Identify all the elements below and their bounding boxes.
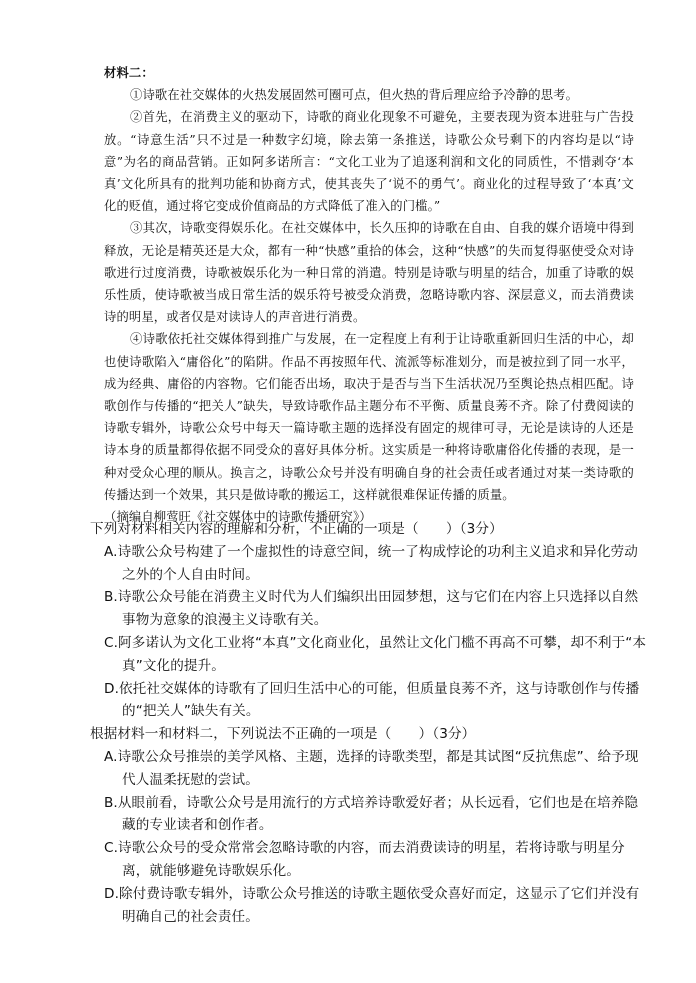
option-b: B.诗歌公众号能在消费主义时代为人们编织出田园梦想，这与它们在内容上只选择以自然事物为意象的浪漫主义诗歌有关。 (104, 589, 639, 629)
material-paragraph-4: ④诗歌依托社交媒体得到推广与发展，在一定程度上有利于让诗歌重新回归生活的中心，却也使诗歌陷入“庸俗化”的陷阱。作品不再按照年代、流派等标准划分，而是被拉到了同一水平，成为经典、庸俗的内容物。它们能否出场，取决于是否与当下生活状况乃至舆论热点相匹配。诗歌创作与传播的“把关人”缺失，导致诗歌作品主题分布不平衡、质量良莠不齐。除了付费阅读的诗歌专辑外，诗歌公众号中每天一篇诗歌主题的选择没有固定的规律可寻，无论是读诗的人还是诗本身的质量都得依据不同受众的喜好具体分析。这实质是一种将诗歌庸俗化传播的表现，是一种对受众心理的顺从。换言之，诗歌公众号并没有明确自身的社会责任或者通过对某一类诗歌的传播达到一个效果，其只是做诗歌的搬运工，这样就很难保证传播的质量。 (104, 332, 634, 502)
option-c: C.阿多诺认为文化工业将“本真”文化商业化，虽然让文化门槛不再高不可攀，却不利于“本真”文化的提升。 (104, 634, 647, 674)
material-paragraph-1: ①诗歌在社交媒体的火热发展固然可圈可点，但火热的背后理应给予冷静的思考。 (130, 88, 579, 103)
option-a: A.诗歌公众号构建了一个虚拟性的诗意空间，统一了构成悖论的功利主义追求和异化劳动之外的个人自由时间。 (104, 543, 638, 583)
question-stem: 下列对材料相关内容的理解和分析，不正确的一项是（ ）（3分） (90, 521, 503, 537)
option-d: D.依托社交媒体的诗歌有了回归生活中心的可能，但质量良莠不齐，这与诗歌创作与传播的“把关人”缺失有关。 (104, 680, 640, 720)
option-a: A.诗歌公众号推崇的美学风格、主题，选择的诗歌类型，都是其试图“反抗焦虑”、给予现代人温柔抚慰的尝试。 (104, 748, 639, 788)
question-2 (90, 723, 649, 928)
question-1 (90, 518, 649, 723)
reading-material (104, 62, 634, 528)
option-d: D.除付费诗歌专辑外，诗歌公众号推送的诗歌主题依受众喜好而定，这显示了它们并没有明确自己的社会责任。 (104, 885, 640, 925)
material-title: 材料二： (104, 65, 154, 80)
material-paragraph-3: ③其次，诗歌变得娱乐化。在社交媒体中，长久压抑的诗歌在自由、自我的媒介语境中得到释放，无论是精英还是大众，都有一种“快感”重拾的体会，这种“快感”的失而复得驱使受众对诗歌进行过度消费，诗歌被娱乐化为一种日常的消遣。特别是诗歌与明星的结合，加重了诗歌的娱乐性质，使诗歌被当成日常生活的娱乐符号被受众消费，忽略诗歌内容、深层意义，而去消费读诗的明星，或者仅是对读诗人的声音进行消费。 (104, 221, 634, 325)
material-paragraph-2: ②首先，在消费主义的驱动下，诗歌的商业化现象不可避免，主要表现为资本进驻与广告投放。“诗意生活”只不过是一种数字幻境，除去第一条推送，诗歌公众号剩下的内容均是以“诗意”为名的商品营销。正如阿多诺所言：“文化工业为了追逐利润和文化的同质性，不惜剥夺‘本真’文化所具有的批判功能和协商方式，使其丧失了‘说不的勇气’。商业化的过程导致了‘本真’文化的贬值，通过将它变成价值商品的方式降低了准入的门槛。” (104, 110, 634, 214)
option-c: C.诗歌公众号的受众常常会忽略诗歌的内容，而去消费读诗的明星，若将诗歌与明星分离，就能够避免诗歌娱乐化。 (104, 840, 625, 879)
question-stem: 根据材料一和材料二，下列说法不正确的一项是（ ）（3分） (90, 726, 476, 743)
option-b: B.从眼前看，诗歌公众号是用流行的方式培养诗歌爱好者；从长远看，它们也是在培养隐藏的专业读者和创作者。 (104, 794, 639, 834)
material-source: （摘编自柳莺旺《社交媒体中的诗歌传播研究》） (104, 510, 372, 525)
questions-section (90, 518, 649, 928)
